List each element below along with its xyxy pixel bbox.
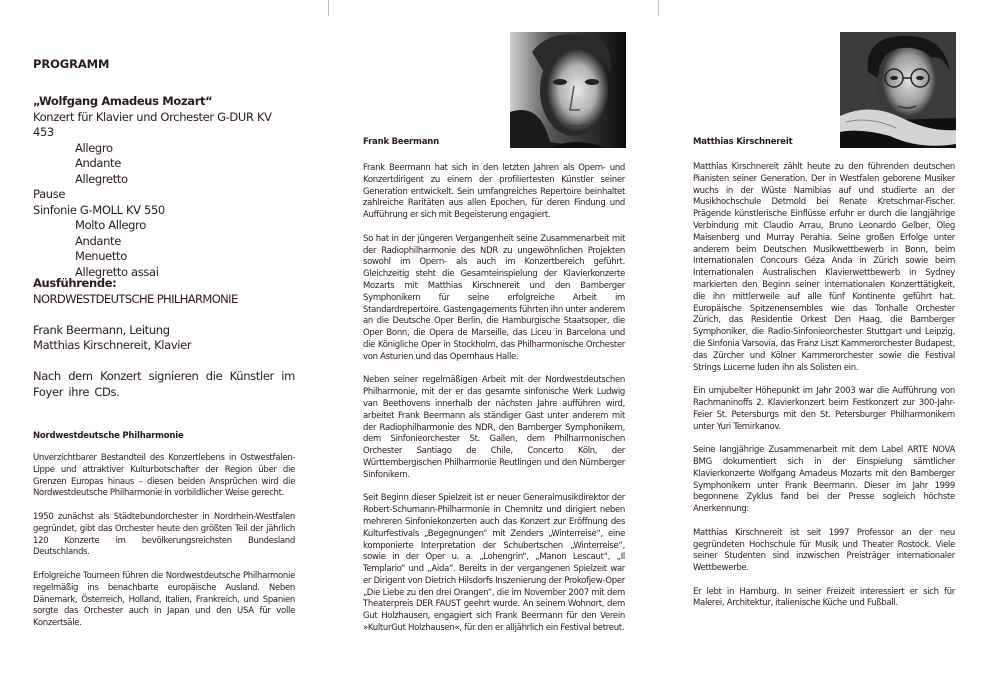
fold-mark-right — [658, 0, 659, 16]
conductor-bio — [363, 163, 625, 635]
paragraph: Er lebt in Hamburg. In seiner Freizeit interessiert er sich für Malerei, Architektur, italienische Küche und Fußball. — [693, 586, 955, 609]
movement: Andante — [75, 233, 121, 248]
movement: Andante — [75, 156, 121, 170]
soloist-name: Matthias Kirschnereit — [693, 137, 793, 147]
work-title: Konzert für Klavier und Orchester G-DUR KV 453 — [33, 109, 272, 139]
conductor-credit: Frank Beermann, Leitung — [33, 322, 170, 337]
program-heading: PROGRAMM — [33, 57, 110, 71]
performers-block — [33, 276, 295, 400]
conductor-name: Frank Beermann — [363, 137, 439, 147]
interval-label: Pause — [33, 187, 66, 201]
work-title: Sinfonie G-MOLL KV 550 — [33, 202, 165, 217]
fold-mark-left — [328, 0, 329, 16]
signing-note: Nach dem Konzert signieren die Künstler im Foyer ihre CDs. — [33, 369, 295, 399]
movement: Allegro — [75, 140, 113, 155]
paragraph: Seine langjährige Zusammenarbeit mit dem Label ARTE NOVA BMG dokumentiert sich in der Einspielung sämtlicher Klavierkonzerte Wolfgang Amadeus Mozarts mit den Bamberger Symphonikern unter Frank Beermann. Dieser im Jahr 1999 begonnene Zyklus fand bei der Presse sogleich höchste Anerkennung: — [693, 445, 955, 515]
soloist-credit: Matthias Kirschnereit, Klavier — [33, 338, 192, 352]
paragraph: So hat in der jüngeren Vergangenheit seine Zusammenarbeit mit der Radiophilharmonie des NDR zu ungewöhnlichen Projekten sowohl im Opern- als auch im Konzertbereich geführt. Gleichzeitig steht die Gesamteinspielung der Klavierkonzerte Mozarts mit Matthias Kirschnereit und den Bamberger Symphonikern für seine erfolgreiche Arbeit im Standardrepertoire. Gastengagements führten ihn unter anderem an die Deutsche Oper Berlin, die Hamburgische Staatsoper, die Oper Bonn, die Opera de Marseille, das Liceu in Barcelona und die Königliche Oper in Stockholm, das Philharmonische Orchester von Asturien und das Opernhaus Halle. — [363, 233, 625, 362]
composer-name: „Wolfgang Amadeus Mozart“ — [33, 94, 213, 108]
soloist-portrait — [840, 32, 956, 148]
paragraph: Matthias Kirschnereit zählt heute zu den führenden deutschen Pianisten seiner Generation. Der in Westfalen geborene Musiker wuchs in der Wüste Namibias auf und studierte an der Musikhochschule Detmold bei Renate Kretschmar-Fischer. Prägende künstlerische Einflüsse erfuhr er durch die langjährige Verbindung mit Claudio Arrau, Bruno Leonardo Gelber, Oleg Maisenberg und Murray Perahia. Seine großen Erfolge unter anderem beim Deutschen Musikwettbewerb in Bonn, beim Internationalen Concours Géza Anda in Zürich sowie beim Internationalen Australischen Klavierwettbewerb in Sydney markierten den Beginn seiner internationalen Konzerttätigkeit, die ihn mittlerweile auf alle fünf Kontinente geführt hat. Europäische Spitzenensembles wie das Tonhalle Orchester Zürich, das Residentie Orkest Den Haag, die Bamberger Symphoniker, die Radio-Sinfonieorchester Stuttgart und Leipzig, die Sinfonia Varsovia, das Franz Liszt Kammerorchester Budapest, das Zürcher und Kölner Kammerorchester sowie die Festival Strings Lucerne luden ihn als Solisten ein. — [693, 162, 955, 373]
movement: Menuetto — [75, 249, 127, 263]
conductor-portrait — [510, 32, 626, 148]
paragraph: Unverzichtbarer Bestandteil des Konzertlebens in Ostwestfalen-Lippe und attraktiver Kulturbotschafter der Region über die Grenzen Europas hinaus – diesen beiden Ansprüchen wird die Nordwestdeutsche Philharmonie in vorbildlicher Weise gerecht. — [33, 453, 295, 499]
movement: Molto Allegro — [75, 218, 146, 232]
paragraph: Matthias Kirschnereit ist seit 1997 Professor an der neu gegründeten Hochschule für Musik und Theater Rostock. Viele seiner Studenten sind inzwischen Preisträger internationaler Wettbewerbe. — [693, 527, 955, 574]
paragraph: Erfolgreiche Tourneen führen die Nordwestdeutsche Philharmonie regelmäßig ins benachbarte europäische Ausland. Neben Dänemark, Österreich, Holland, Italien, Frankreich, und Spanien sorgte das Orchester auch in Japan und den USA für volle Konzertsäle. — [33, 570, 295, 629]
paragraph: Seit Beginn dieser Spielzeit ist er neuer Generalmusikdirektor der Robert-Schumann-Philharmonie in Chemnitz und dirigiert neben mehreren Sinfoniekonzerten auch das Konzert zur Eröffnung des Kulturfestivals „Begegnungen“ mit Zenders „Winterreise“, eine komponierte Interpretation der Schubertschen „Winterreise“, sowie in der Oper u. a. „Lohengrin“, „Manon Lescaut“, „Il Templario“ und „Aida“. Bereits in der vergangenen Spielzeit war er Dirigent von Dietrich Hilsdorfs Inszenierung der Prokofjew-Oper „Die Liebe zu den drei Orangen“, die im November 2007 mit dem Theaterpreis DER FAUST geehrt wurde. An seinem Wohnort, dem Gut Holzhausen, engagiert sich Frank Beermann für den Verein »KulturGut Holzhausen«, für den er alljährlich ein Festival betreut. — [363, 493, 625, 634]
soloist-bio — [693, 162, 955, 610]
paragraph: 1950 zunächst als Städtebundorchester in Nordrhein-Westfalen gegründet, gibt das Orchester heute den größten Teil der jährlich 120 Konzerte im bevölkerungsreichsten Bundesland Deutschlands. — [33, 511, 295, 558]
orchestra-section — [33, 431, 295, 630]
paragraph: Neben seiner regelmäßigen Arbeit mit der Nordwestdeutschen Philharmonie, mit der er das gesamte sinfonische Werk Ludwig van Beethovens innerhalb der nächsten Jahre aufführen wird, arbeitet Frank Beermann als ständiger Gast unter anderem mit der Radiophilharmonie des NDR, den Bamberger Symphonikern, dem Sinfonieorchester St. Gallen, dem Philharmonischen Orchester Santiago de Chile, Concerto Köln, der Württembergischen Philharmonie Reutlingen und den Nürnberger Sinfonikern. — [363, 375, 625, 480]
performers-label: Ausführende: — [33, 276, 117, 290]
orchestra-heading: Nordwestdeutsche Philharmonie — [33, 431, 184, 441]
movement: Allegretto assai — [75, 264, 159, 279]
paragraph: Ein umjubelter Höhepunkt im Jahr 2003 war die Aufführung von Rachmaninoffs 2. Klavierkonzert beim Festkonzert zur 300-Jahr-Feier St. Petersburgs mit den St. Petersburger Philharmonikern unter Yuri Temirkanov. — [693, 386, 955, 432]
movement: Allegretto — [75, 171, 128, 186]
paragraph: Frank Beermann hat sich in den letzten Jahren als Opern- und Konzertdirigent zu einem der profiliertesten Künstler seiner Generation entwickelt. Sein umfangreiches Repertoire beinhaltet zahlreiche Raritäten aus allen Epochen, für deren Findung und Aufführung er sich mit Begeisterung engagiert. — [363, 163, 625, 221]
program-list — [33, 94, 295, 280]
orchestra-name: NORDWESTDEUTSCHE PHILHARMONIE — [33, 291, 238, 306]
